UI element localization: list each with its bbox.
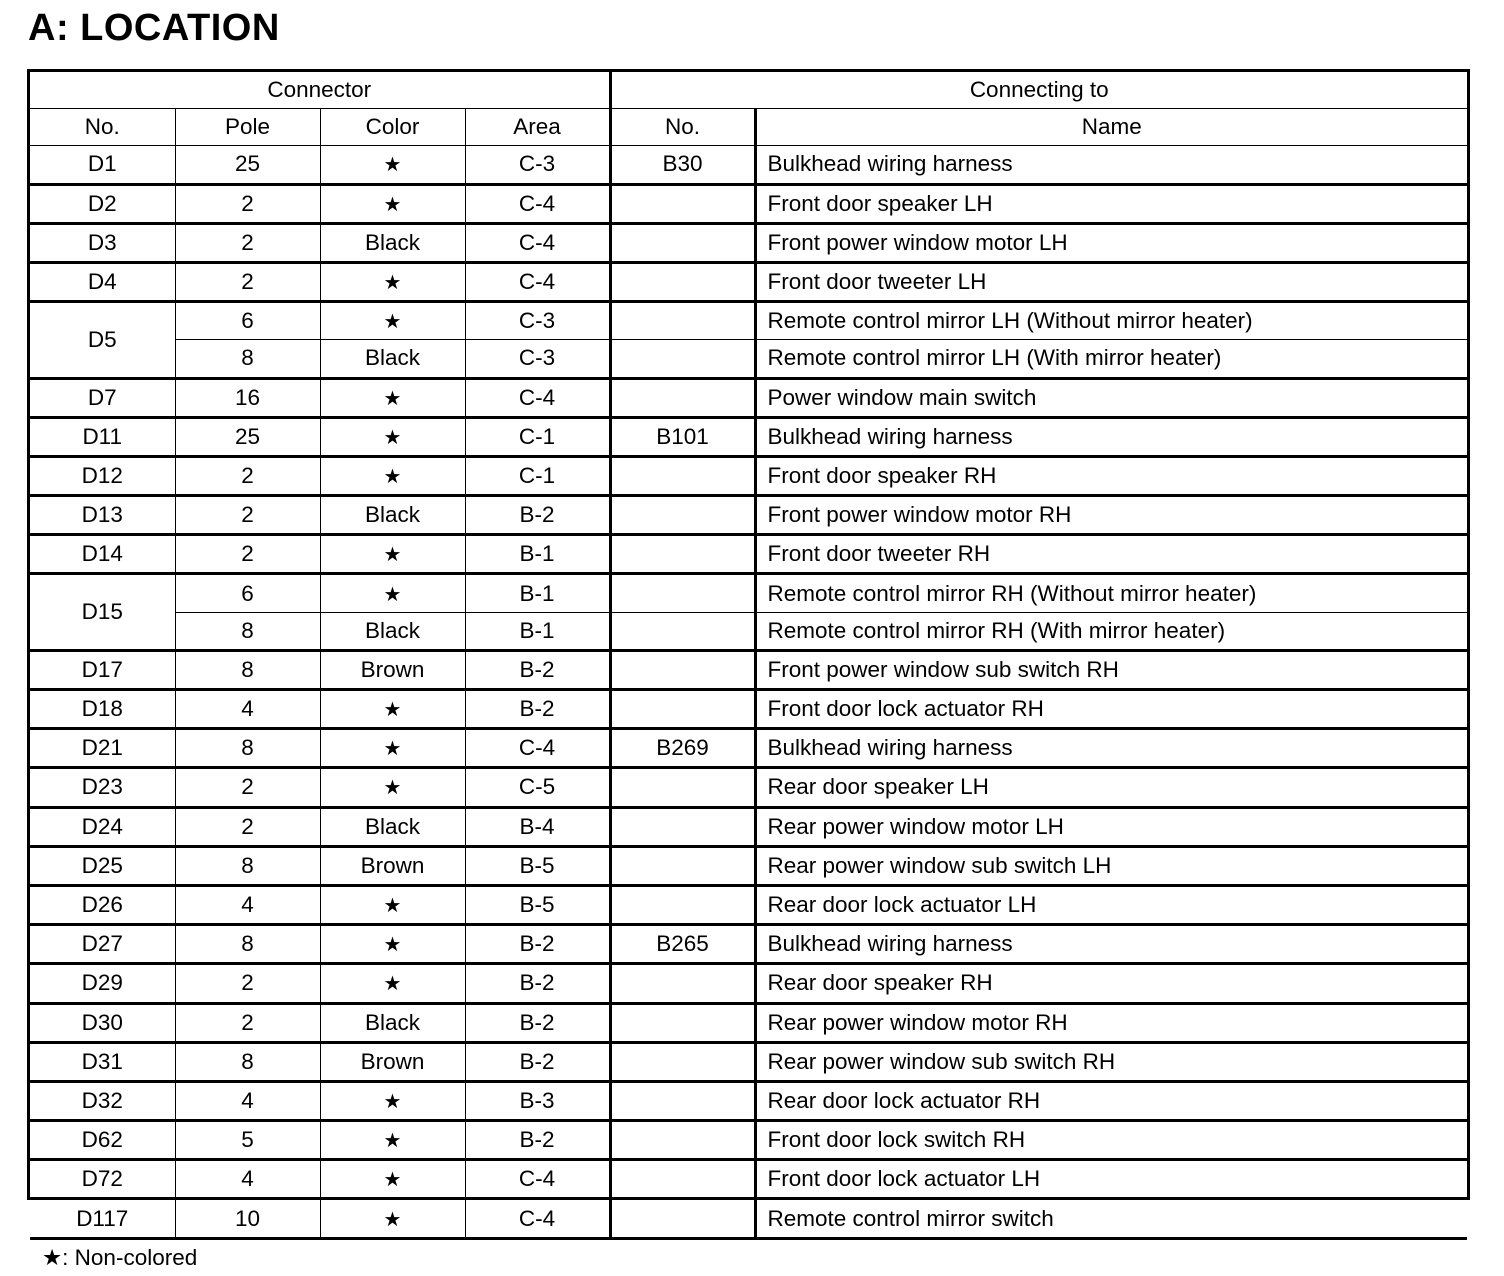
cell-color: ★ — [320, 574, 465, 612]
footnote: ★: Non-colored — [30, 1238, 1467, 1276]
cell-color: ★ — [320, 1199, 465, 1238]
cell-area: C-4 — [465, 729, 610, 768]
cell-connector-no: D29 — [30, 964, 175, 1003]
connector-location-table-frame — [27, 69, 1470, 1270]
cell-connecting-no — [610, 456, 755, 495]
table-row — [30, 1121, 1467, 1160]
cell-connecting-no — [610, 612, 755, 650]
cell-connecting-name: Rear door lock actuator RH — [755, 1081, 1467, 1120]
cell-connector-no: D18 — [30, 690, 175, 729]
cell-connecting-no — [610, 690, 755, 729]
table-row — [30, 612, 1467, 650]
cell-color: ★ — [320, 964, 465, 1003]
cell-area: B-1 — [465, 574, 610, 612]
cell-connector-no: D23 — [30, 768, 175, 807]
cell-color: ★ — [320, 1121, 465, 1160]
cell-connecting-name: Bulkhead wiring harness — [755, 146, 1467, 184]
cell-connector-no: D4 — [30, 262, 175, 301]
column-header-name: Name — [755, 109, 1467, 146]
cell-connector-no: D25 — [30, 846, 175, 885]
column-header-area: Area — [465, 109, 610, 146]
cell-pole: 2 — [175, 964, 320, 1003]
cell-pole: 8 — [175, 1042, 320, 1081]
cell-area: B-2 — [465, 1003, 610, 1042]
cell-area: B-2 — [465, 650, 610, 689]
cell-color: Brown — [320, 846, 465, 885]
cell-connecting-name: Bulkhead wiring harness — [755, 925, 1467, 964]
cell-connecting-name: Rear power window sub switch LH — [755, 846, 1467, 885]
cell-color: Black — [320, 340, 465, 378]
cell-connector-no: D26 — [30, 885, 175, 924]
table-row — [30, 768, 1467, 807]
header-column-row — [30, 109, 1467, 146]
cell-connecting-name: Rear power window sub switch RH — [755, 1042, 1467, 1081]
cell-area: C-4 — [465, 223, 610, 262]
cell-connecting-no — [610, 1042, 755, 1081]
cell-pole: 2 — [175, 535, 320, 574]
table-body — [30, 146, 1467, 1238]
cell-connecting-name: Front door speaker RH — [755, 456, 1467, 495]
cell-connecting-no: B30 — [610, 146, 755, 184]
cell-connector-no: D1 — [30, 146, 175, 184]
cell-connecting-name: Remote control mirror RH (With mirror heater) — [755, 612, 1467, 650]
table-row — [30, 184, 1467, 223]
cell-connector-no: D5 — [30, 302, 175, 378]
cell-connecting-no — [610, 846, 755, 885]
cell-connecting-name: Front door tweeter RH — [755, 535, 1467, 574]
cell-color: Black — [320, 1003, 465, 1042]
cell-connecting-no — [610, 1121, 755, 1160]
cell-pole: 2 — [175, 807, 320, 846]
cell-area: B-4 — [465, 807, 610, 846]
cell-connector-no: D27 — [30, 925, 175, 964]
table-row — [30, 1199, 1467, 1238]
cell-pole: 2 — [175, 1003, 320, 1042]
cell-connecting-no — [610, 885, 755, 924]
cell-connector-no: D117 — [30, 1199, 175, 1238]
cell-pole: 8 — [175, 729, 320, 768]
table-row — [30, 807, 1467, 846]
cell-color: ★ — [320, 925, 465, 964]
cell-pole: 10 — [175, 1199, 320, 1238]
cell-color: ★ — [320, 302, 465, 340]
cell-area: B-2 — [465, 925, 610, 964]
cell-pole: 8 — [175, 612, 320, 650]
cell-area: C-3 — [465, 146, 610, 184]
cell-connecting-name: Remote control mirror LH (With mirror heater) — [755, 340, 1467, 378]
cell-connecting-name: Rear power window motor RH — [755, 1003, 1467, 1042]
cell-area: C-1 — [465, 417, 610, 456]
table-row — [30, 650, 1467, 689]
cell-connector-no: D3 — [30, 223, 175, 262]
cell-color: ★ — [320, 417, 465, 456]
cell-area: C-4 — [465, 1199, 610, 1238]
cell-pole: 6 — [175, 574, 320, 612]
table-row — [30, 223, 1467, 262]
cell-connector-no: D14 — [30, 535, 175, 574]
cell-color: ★ — [320, 1081, 465, 1120]
table-row — [30, 417, 1467, 456]
cell-pole: 2 — [175, 262, 320, 301]
cell-pole: 4 — [175, 885, 320, 924]
cell-pole: 2 — [175, 496, 320, 535]
cell-color: ★ — [320, 690, 465, 729]
cell-area: B-5 — [465, 846, 610, 885]
table-row — [30, 729, 1467, 768]
cell-area: C-4 — [465, 262, 610, 301]
cell-area: B-1 — [465, 612, 610, 650]
cell-color: ★ — [320, 535, 465, 574]
table-row — [30, 1081, 1467, 1120]
column-header-no: No. — [30, 109, 175, 146]
cell-pole: 4 — [175, 1160, 320, 1199]
cell-pole: 5 — [175, 1121, 320, 1160]
cell-connecting-no — [610, 262, 755, 301]
cell-connecting-name: Front power window motor RH — [755, 496, 1467, 535]
cell-connecting-no — [610, 184, 755, 223]
footnote-row — [30, 1238, 1467, 1276]
cell-connecting-no — [610, 768, 755, 807]
cell-connecting-no — [610, 496, 755, 535]
cell-connecting-name: Front door lock actuator RH — [755, 690, 1467, 729]
table-row — [30, 535, 1467, 574]
cell-connector-no: D2 — [30, 184, 175, 223]
header-group-row — [30, 72, 1467, 109]
cell-connector-no: D24 — [30, 807, 175, 846]
cell-area: C-3 — [465, 302, 610, 340]
cell-color: ★ — [320, 184, 465, 223]
cell-pole: 4 — [175, 1081, 320, 1120]
cell-pole: 16 — [175, 378, 320, 417]
cell-connector-no: D13 — [30, 496, 175, 535]
cell-connecting-name: Rear door speaker RH — [755, 964, 1467, 1003]
table-row — [30, 574, 1467, 612]
cell-connecting-name: Front door lock switch RH — [755, 1121, 1467, 1160]
cell-area: B-2 — [465, 690, 610, 729]
table-row — [30, 1003, 1467, 1042]
cell-color: ★ — [320, 378, 465, 417]
cell-color: ★ — [320, 1160, 465, 1199]
cell-connecting-name: Front door lock actuator LH — [755, 1160, 1467, 1199]
cell-pole: 6 — [175, 302, 320, 340]
connector-group-header: Connector — [30, 72, 610, 109]
cell-pole: 8 — [175, 650, 320, 689]
cell-connecting-name: Rear door speaker LH — [755, 768, 1467, 807]
cell-color: Black — [320, 612, 465, 650]
table-row — [30, 456, 1467, 495]
cell-color: ★ — [320, 885, 465, 924]
cell-connecting-name: Power window main switch — [755, 378, 1467, 417]
cell-connector-no: D12 — [30, 456, 175, 495]
cell-pole: 2 — [175, 223, 320, 262]
cell-connecting-no — [610, 340, 755, 378]
cell-connecting-name: Front door tweeter LH — [755, 262, 1467, 301]
cell-connecting-no: B265 — [610, 925, 755, 964]
cell-connecting-no: B269 — [610, 729, 755, 768]
cell-pole: 4 — [175, 690, 320, 729]
cell-area: B-2 — [465, 1042, 610, 1081]
cell-connecting-no — [610, 1003, 755, 1042]
cell-connector-no: D15 — [30, 574, 175, 650]
table-row — [30, 1042, 1467, 1081]
cell-connecting-name: Rear power window motor LH — [755, 807, 1467, 846]
cell-pole: 8 — [175, 340, 320, 378]
connector-location-table — [30, 72, 1467, 1276]
table-row — [30, 340, 1467, 378]
cell-connector-no: D30 — [30, 1003, 175, 1042]
cell-area: C-4 — [465, 184, 610, 223]
cell-pole: 25 — [175, 146, 320, 184]
cell-connecting-no — [610, 807, 755, 846]
table-row — [30, 496, 1467, 535]
cell-area: C-1 — [465, 456, 610, 495]
cell-color: Brown — [320, 1042, 465, 1081]
cell-connector-no: D32 — [30, 1081, 175, 1120]
cell-color: ★ — [320, 768, 465, 807]
page-title: A: LOCATION — [28, 7, 280, 49]
cell-connector-no: D11 — [30, 417, 175, 456]
cell-connecting-no — [610, 1199, 755, 1238]
cell-connecting-no — [610, 535, 755, 574]
cell-color: Black — [320, 496, 465, 535]
cell-connector-no: D21 — [30, 729, 175, 768]
cell-connector-no: D31 — [30, 1042, 175, 1081]
cell-connecting-no — [610, 650, 755, 689]
cell-connecting-name: Front door speaker LH — [755, 184, 1467, 223]
cell-connector-no: D7 — [30, 378, 175, 417]
cell-connector-no: D62 — [30, 1121, 175, 1160]
cell-connecting-name: Remote control mirror LH (Without mirror heater) — [755, 302, 1467, 340]
cell-connecting-no — [610, 1160, 755, 1199]
cell-pole: 25 — [175, 417, 320, 456]
cell-area: B-2 — [465, 1121, 610, 1160]
cell-color: ★ — [320, 262, 465, 301]
cell-connector-no: D72 — [30, 1160, 175, 1199]
cell-pole: 2 — [175, 184, 320, 223]
cell-area: B-3 — [465, 1081, 610, 1120]
cell-area: C-3 — [465, 340, 610, 378]
table-row — [30, 885, 1467, 924]
cell-connecting-name: Bulkhead wiring harness — [755, 729, 1467, 768]
cell-color: Brown — [320, 650, 465, 689]
table-row — [30, 378, 1467, 417]
cell-connecting-no: B101 — [610, 417, 755, 456]
column-header-color: Color — [320, 109, 465, 146]
cell-pole: 8 — [175, 925, 320, 964]
table-row — [30, 846, 1467, 885]
cell-color: Black — [320, 223, 465, 262]
connecting-to-group-header: Connecting to — [610, 72, 1467, 109]
cell-connecting-name: Front power window motor LH — [755, 223, 1467, 262]
cell-connecting-name: Remote control mirror RH (Without mirror heater) — [755, 574, 1467, 612]
cell-connecting-no — [610, 964, 755, 1003]
cell-connecting-name: Bulkhead wiring harness — [755, 417, 1467, 456]
cell-area: C-5 — [465, 768, 610, 807]
cell-color: Black — [320, 807, 465, 846]
cell-connecting-name: Remote control mirror switch — [755, 1199, 1467, 1238]
cell-connecting-no — [610, 1081, 755, 1120]
cell-connecting-no — [610, 378, 755, 417]
column-header-connecting-no: No. — [610, 109, 755, 146]
cell-pole: 8 — [175, 846, 320, 885]
table-row — [30, 302, 1467, 340]
table-row — [30, 146, 1467, 184]
cell-color: ★ — [320, 456, 465, 495]
cell-pole: 2 — [175, 768, 320, 807]
cell-area: B-2 — [465, 964, 610, 1003]
table-row — [30, 925, 1467, 964]
cell-pole: 2 — [175, 456, 320, 495]
table-row — [30, 964, 1467, 1003]
cell-area: C-4 — [465, 378, 610, 417]
cell-connecting-no — [610, 302, 755, 340]
cell-area: B-1 — [465, 535, 610, 574]
table-row — [30, 1160, 1467, 1199]
cell-connecting-no — [610, 223, 755, 262]
cell-color: ★ — [320, 729, 465, 768]
cell-connecting-name: Rear door lock actuator LH — [755, 885, 1467, 924]
cell-area: B-2 — [465, 496, 610, 535]
table-row — [30, 690, 1467, 729]
cell-connector-no: D17 — [30, 650, 175, 689]
cell-connecting-no — [610, 574, 755, 612]
cell-area: B-5 — [465, 885, 610, 924]
cell-connecting-name: Front power window sub switch RH — [755, 650, 1467, 689]
cell-color: ★ — [320, 146, 465, 184]
table-row — [30, 262, 1467, 301]
cell-area: C-4 — [465, 1160, 610, 1199]
column-header-pole: Pole — [175, 109, 320, 146]
